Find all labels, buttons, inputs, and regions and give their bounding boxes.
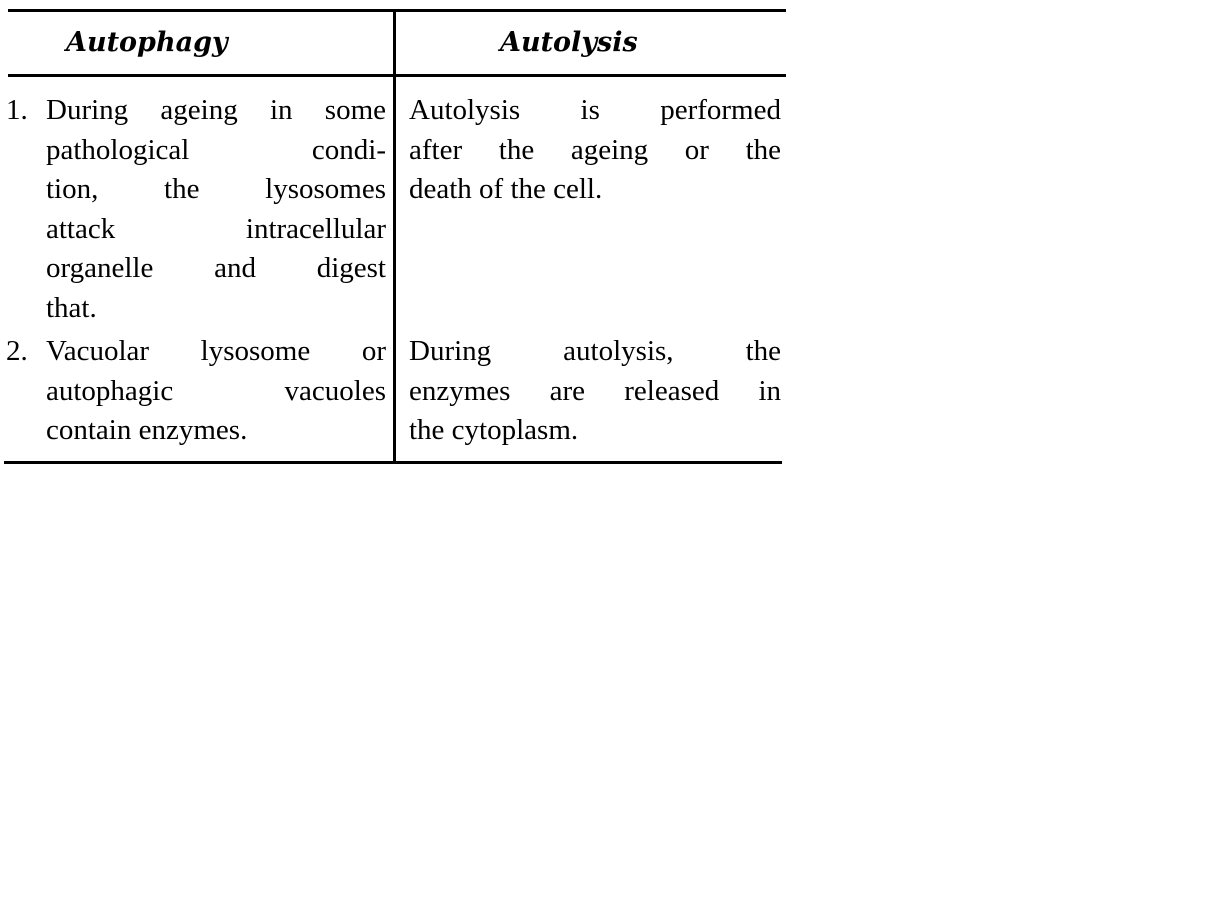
table-cell-autolysis-2 (409, 332, 781, 451)
cell-line: During autolysis, the (409, 335, 781, 367)
cell-line: tion, the lysosomes (46, 173, 386, 206)
cell-line: the cytoplasm. (409, 414, 579, 447)
cell-line: Autolysis is performed (409, 94, 781, 126)
row-number: 1. (6, 94, 28, 126)
cell-line: enzymes are released in (409, 374, 781, 407)
table-header-rule (8, 74, 786, 77)
row-number: 2. (6, 335, 28, 367)
table-cell-autolysis-1 (409, 91, 781, 210)
cell-line: that. (46, 291, 97, 324)
cell-line: death of the cell. (409, 173, 603, 206)
cell-line: autophagic vacuoles (46, 374, 386, 407)
table-cell-autophagy-2 (46, 332, 386, 451)
cell-line: Vacuolar lysosome or (46, 335, 386, 367)
cell-line: contain enzymes. (46, 414, 248, 447)
cell-line: pathological condi- (46, 133, 386, 166)
column-header-autolysis: Autolysis (500, 27, 638, 58)
table-cell-autophagy-1 (46, 91, 386, 329)
cell-line: During ageing in some (46, 94, 386, 126)
table-top-rule (8, 9, 786, 12)
column-header-autophagy: Autophagy (66, 27, 228, 58)
column-divider (393, 9, 396, 464)
cell-line: after the ageing or the (409, 133, 781, 166)
cell-line: organelle and digest (46, 252, 386, 285)
cell-line: attack intracellular (46, 212, 386, 245)
